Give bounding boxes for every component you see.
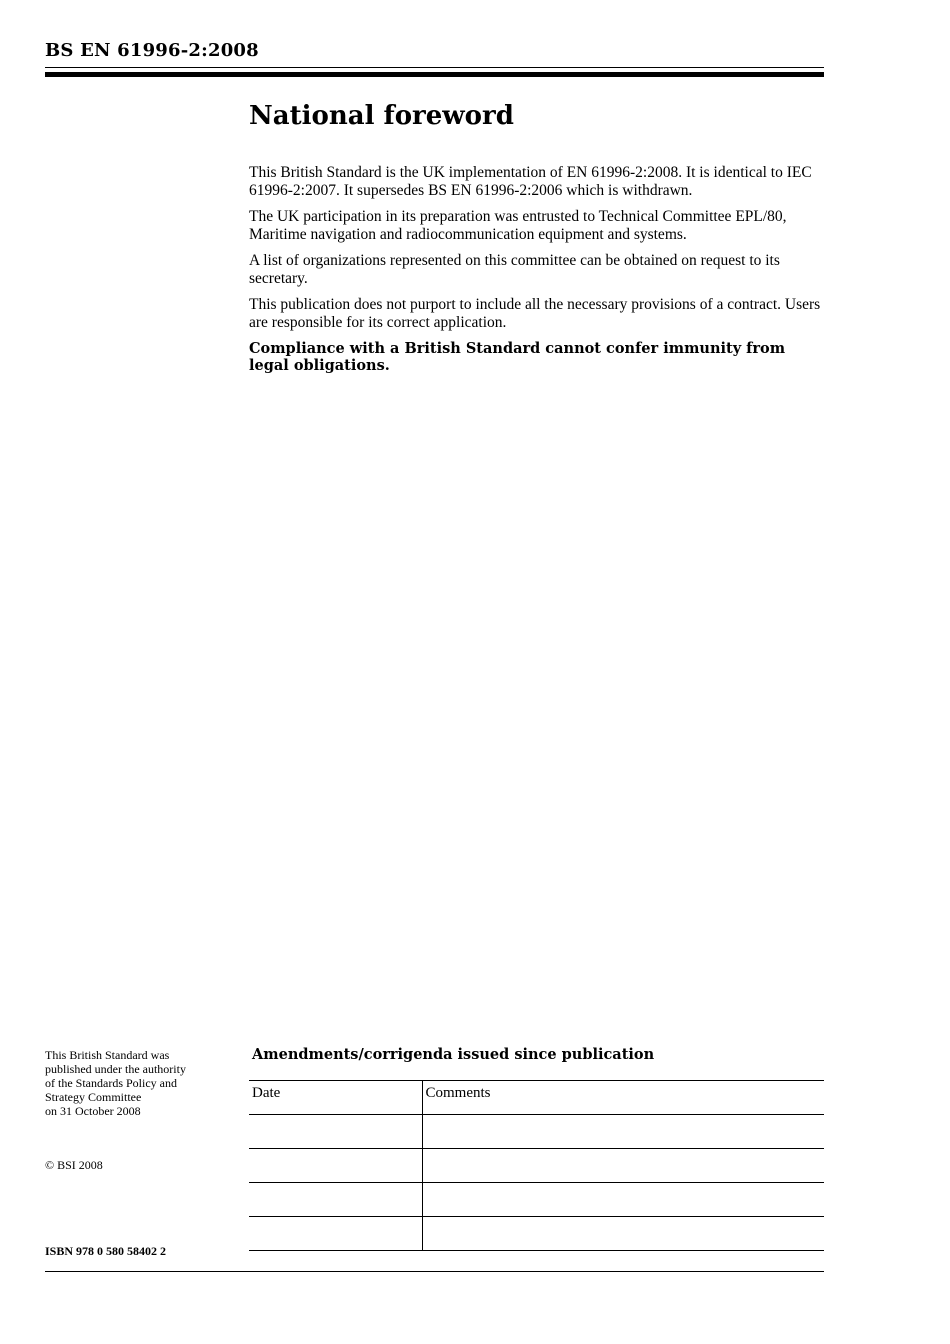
foreword-body (249, 164, 824, 382)
foreword-paragraph: This publication does not purport to include all the necessary provisions of a contract. Users are responsible for its correct application. (249, 296, 821, 331)
column-header-date: Date (249, 1081, 422, 1115)
copyright-notice: © BSI 2008 (45, 1158, 103, 1172)
date-cell (249, 1217, 422, 1251)
publication-line: on 31 October 2008 (45, 1104, 141, 1118)
comments-cell (422, 1115, 824, 1149)
comments-cell (422, 1149, 824, 1183)
foreword-paragraph: This British Standard is the UK implementation of EN 61996-2:2008. It is identical to IEC 61996-2:2007. It supersedes BS EN 61996-2:2006 which is withdrawn. (249, 164, 812, 199)
foreword-paragraph: The UK participation in its preparation was entrusted to Technical Committee EPL/80, Maritime navigation and radiocommunication equipment and systems. (249, 208, 787, 243)
table-header-row (249, 1081, 824, 1115)
standard-number: BS EN 61996-2:2008 (45, 40, 259, 61)
foreword-paragraph: A list of organizations represented on this committee can be obtained on request to its secretary. (249, 252, 780, 287)
table-row (249, 1217, 824, 1251)
date-cell (249, 1115, 422, 1149)
date-cell (249, 1149, 422, 1183)
header-rule-thick (45, 72, 824, 77)
date-cell (249, 1183, 422, 1217)
publication-line: of the Standards Policy and (45, 1076, 177, 1090)
comments-cell (422, 1217, 824, 1251)
table-row (249, 1115, 824, 1149)
amendments-title: Amendments/corrigenda issued since publication (252, 1046, 655, 1063)
table-row (249, 1183, 824, 1217)
publication-line: Strategy Committee (45, 1090, 142, 1104)
table-row (249, 1149, 824, 1183)
page-title: National foreword (249, 101, 514, 131)
column-header-comments: Comments (422, 1081, 824, 1115)
publication-line: This British Standard was (45, 1048, 170, 1062)
footer-rule (45, 1271, 824, 1272)
comments-cell (422, 1183, 824, 1217)
publication-authority-note (45, 1048, 235, 1118)
amendments-table (249, 1080, 824, 1251)
header-rule-thin (45, 67, 824, 68)
isbn-number: ISBN 978 0 580 58402 2 (45, 1244, 167, 1258)
compliance-note: Compliance with a British Standard cannot confer immunity from legal obligations. (249, 340, 786, 374)
publication-line: published under the authority (45, 1062, 186, 1076)
